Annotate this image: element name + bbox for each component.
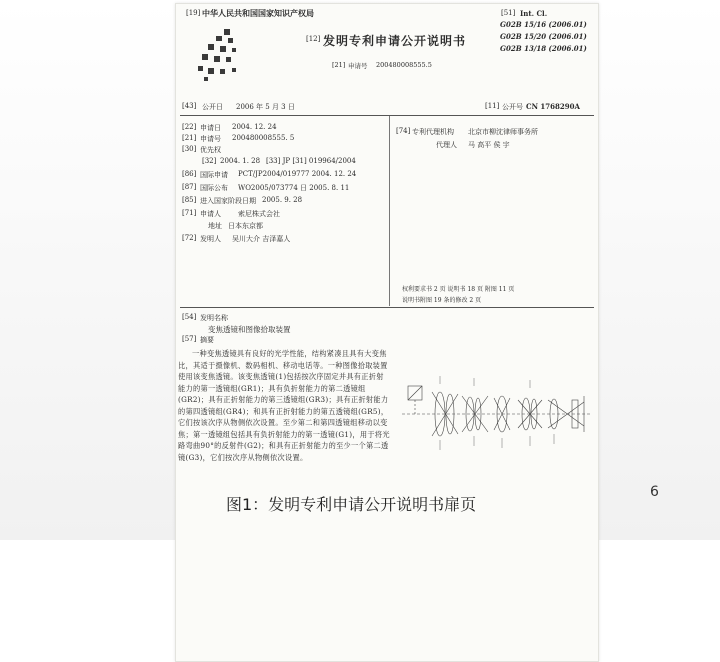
field-code-11: [11] bbox=[485, 102, 500, 110]
field-value: 索尼株式会社 bbox=[238, 210, 280, 218]
field-code-54: [54] bbox=[182, 313, 197, 321]
zoom-lens-diagram bbox=[398, 356, 594, 466]
field-code-51: [51] bbox=[501, 9, 516, 17]
field-value: 2004. 12. 24 bbox=[232, 123, 277, 131]
page-number: 6 bbox=[650, 484, 659, 500]
application-label: 申请号 bbox=[348, 62, 368, 70]
field-label: 代理人 bbox=[436, 141, 457, 149]
field-code: [74] bbox=[396, 127, 411, 135]
abstract-label: 摘要 bbox=[200, 336, 214, 344]
field-value: 200480008555. 5 bbox=[232, 134, 295, 142]
field-code: [71] bbox=[182, 209, 197, 217]
ipc-class-3: G02B 13/18 (2006.01) bbox=[500, 44, 587, 53]
field-value: 2005. 9. 28 bbox=[262, 196, 303, 204]
field-value: WO2005/073774 日 2005. 8. 11 bbox=[238, 184, 350, 192]
field-label: 地址 bbox=[208, 222, 222, 230]
field-label: 国际公布 bbox=[200, 184, 228, 192]
field-code: [86] bbox=[182, 170, 197, 178]
field-value: PCT/JP2004/019777 2004. 12. 24 bbox=[238, 170, 357, 178]
field-code: [22] bbox=[182, 123, 197, 131]
field-label: 发明人 bbox=[200, 235, 221, 243]
invention-title: 变焦透镜和图像拾取装置 bbox=[208, 325, 291, 334]
title-label: 发明名称 bbox=[200, 314, 228, 322]
publication-number: CN 1768290A bbox=[526, 102, 580, 111]
header-divider bbox=[180, 115, 594, 116]
claims-note: 权利要求书 2 页 说明书 18 页 附图 11 页 bbox=[402, 286, 515, 293]
field-code-21-header: [21] bbox=[332, 61, 346, 69]
field-label: 国际申请 bbox=[200, 171, 228, 179]
field-value: 马 高平 侯 宇 bbox=[468, 141, 510, 149]
field-label: 2004. 1. 28 bbox=[220, 157, 261, 165]
ipc-class-2: G02B 15/20 (2006.01) bbox=[500, 32, 587, 41]
field-code: [32] bbox=[202, 157, 217, 165]
field-code: [21] bbox=[182, 134, 197, 142]
field-code: [85] bbox=[182, 196, 197, 204]
field-code-43: [43] bbox=[182, 102, 197, 110]
field-label: 专利代理机构 bbox=[412, 128, 454, 136]
field-code-19: [19] bbox=[186, 9, 201, 17]
field-value: 北京市柳沈律师事务所 bbox=[468, 128, 538, 136]
field-code-12: [12] bbox=[306, 35, 321, 43]
figure-caption: 图1：发明专利申请公开说明书扉页 bbox=[226, 495, 477, 514]
abstract-text: 一种变焦透镜具有良好的光学性能，结构紧凑且具有大变焦比，其适于摄像机、数码相机、移动电话等。一种图像拾取装置使用该变焦透镜。该变焦透镜(1)包括按次序固定并具有正折射能力的第一透镜组(GR1)；具有负折射能力的第二透镜组(GR2)；具有正折射能力的第三透镜组(GR3)；具有正折射能力的第四透镜组(GR4)；和具有正折射能力的第五透镜组(GR5)，它们按该次序从物侧依次设置。至少第二和第四透镜组移动以变焦；第一透镜组包括具有负折射能力的第一透镜(G1)，用于将光路弯曲90°的反射件(G2)；和具有正折射能力的至少一个第二透镜(G3)，它们按次序从物侧依次设置。 bbox=[178, 349, 390, 462]
field-label: 优先权 bbox=[200, 146, 221, 154]
publication-number-label: 公开号 bbox=[502, 103, 523, 111]
section-divider bbox=[180, 307, 594, 308]
field-code-57: [57] bbox=[182, 335, 197, 343]
column-divider bbox=[389, 116, 390, 306]
patent-document-page bbox=[175, 3, 599, 662]
application-number: 200480008555.5 bbox=[376, 61, 432, 69]
field-value: 吴川大介 吉泽嘉人 bbox=[232, 235, 291, 243]
field-code: [30] bbox=[182, 145, 197, 153]
field-value: [33] JP [31] 019964/2004 bbox=[266, 157, 356, 165]
ipc-class-1: G02B 15/16 (2006.01) bbox=[500, 20, 587, 29]
publication-date: 2006 年 5 月 3 日 bbox=[236, 103, 295, 111]
publication-date-label: 公开日 bbox=[202, 103, 223, 111]
field-code: [87] bbox=[182, 183, 197, 191]
field-value: 日本东京都 bbox=[228, 222, 263, 230]
field-label: 进入国家阶段日期 bbox=[200, 197, 256, 205]
field-label: 申请号 bbox=[200, 135, 221, 143]
field-label: 申请人 bbox=[200, 210, 221, 218]
document-type: 发明专利申请公开说明书 bbox=[323, 34, 467, 48]
emblem-icon bbox=[194, 26, 252, 84]
figure-note: 说明书附图 19 条的修改 2 页 bbox=[402, 297, 482, 304]
field-code: [72] bbox=[182, 234, 197, 242]
int-cl-label: Int. Cl. bbox=[520, 9, 548, 18]
office-name: 中华人民共和国国家知识产权局 bbox=[202, 8, 314, 18]
field-label: 申请日 bbox=[200, 124, 221, 132]
